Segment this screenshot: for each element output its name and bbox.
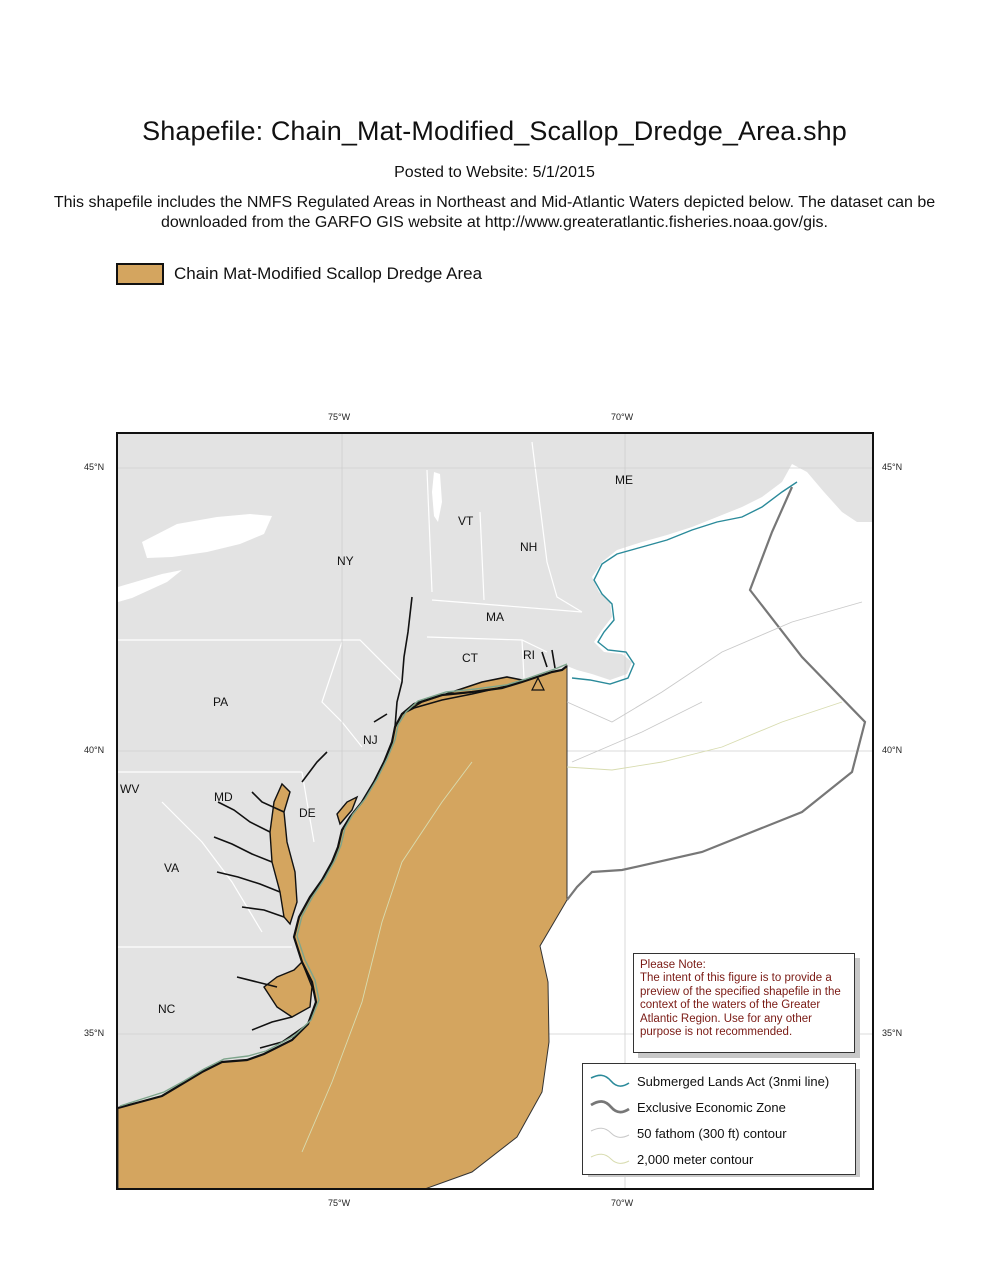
- left-lat-label-45: 45°N: [84, 462, 105, 472]
- area-legend: [116, 262, 482, 286]
- state-label-md: MD: [214, 790, 233, 804]
- legend-row-fathom: [589, 1122, 787, 1144]
- note-heading: Please Note:: [640, 959, 706, 971]
- sla-line-icon: [589, 1072, 631, 1090]
- legend-row-meter: [589, 1148, 753, 1170]
- area-swatch: [116, 263, 164, 285]
- description-text: This shapefile includes the NMFS Regulated Areas in Northeast and Mid-Atlantic Waters depicted below. The dataset can be downloaded from the GARFO GIS website at http://www.greateratlantic.fisheries.noaa.gov/gis.: [53, 194, 936, 231]
- right-lat-label-40: 40°N: [882, 745, 903, 755]
- top-lon-label-75: 75°W: [328, 412, 351, 422]
- state-label-ma: MA: [486, 610, 504, 624]
- legend-label-fathom: 50 fathom (300 ft) contour: [637, 1125, 787, 1141]
- right-lat-label-45: 45°N: [882, 462, 903, 472]
- posted-date: Posted to Website: 5/1/2015: [394, 164, 595, 181]
- left-lat-label-40: 40°N: [84, 745, 105, 755]
- eez-line-icon: [589, 1098, 631, 1116]
- fathom-line-icon: [589, 1124, 631, 1142]
- state-label-nj: NJ: [363, 733, 378, 747]
- map-legend: [582, 1063, 856, 1175]
- bottom-lon-label-70: 70°W: [611, 1198, 634, 1208]
- map-title: Shapefile: Chain_Mat-Modified_Scallop_Dredge_Area.shp: [142, 116, 847, 146]
- state-label-nh: NH: [520, 540, 538, 554]
- area-legend-label: Chain Mat-Modified Scallop Dredge Area: [174, 264, 483, 283]
- legend-label-meter: 2,000 meter contour: [637, 1151, 754, 1167]
- please-note-box: [633, 953, 855, 1053]
- state-label-pa: PA: [213, 695, 229, 709]
- top-lon-label-70: 70°W: [611, 412, 634, 422]
- state-label-va: VA: [164, 861, 180, 875]
- state-label-wv: WV: [120, 782, 140, 796]
- legend-label-sla: Submerged Lands Act (3nmi line): [637, 1073, 830, 1089]
- state-label-nc: NC: [158, 1002, 176, 1016]
- state-label-ri: RI: [523, 648, 535, 662]
- state-label-de: DE: [299, 806, 316, 820]
- left-lat-label-35: 35°N: [84, 1028, 105, 1038]
- state-label-ct: CT: [462, 651, 478, 665]
- state-label-vt: VT: [458, 514, 474, 528]
- legend-row-eez: [589, 1096, 786, 1118]
- state-label-ny: NY: [337, 554, 354, 568]
- bottom-lon-label-75: 75°W: [328, 1198, 351, 1208]
- right-lat-label-35: 35°N: [882, 1028, 903, 1038]
- fathom-contour: [567, 602, 862, 762]
- legend-row-sla: [589, 1070, 829, 1092]
- state-label-me: ME: [615, 473, 633, 487]
- note-body: The intent of this figure is to provide a preview of the specified shapefile in the context of the waters of the Greater Atlantic Region. Use for any other purpose is not recommended.: [640, 972, 841, 1039]
- meter-line-icon: [589, 1150, 631, 1168]
- legend-label-eez: Exclusive Economic Zone: [637, 1099, 786, 1115]
